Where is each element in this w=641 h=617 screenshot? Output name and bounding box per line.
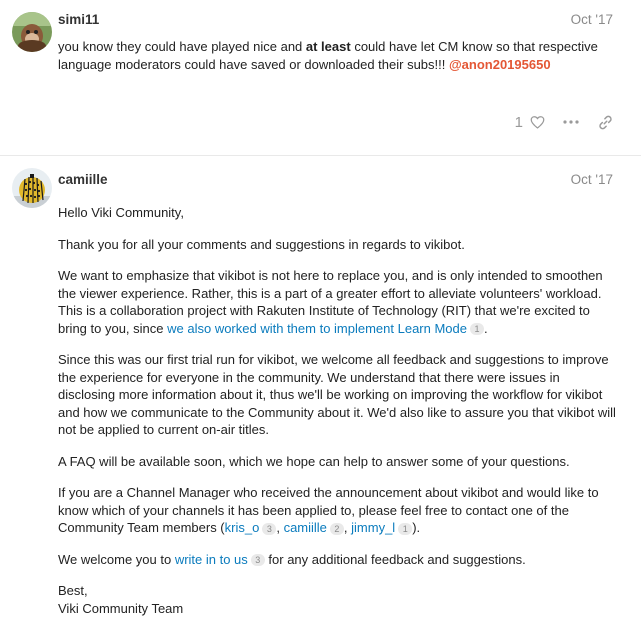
text: . — [484, 320, 488, 336]
post-paragraph — [58, 551, 618, 569]
post-paragraph: A FAQ will be available soon, which we hope can help to answer some of your questions. — [58, 453, 570, 469]
post-simi11 — [0, 0, 641, 154]
heart-icon[interactable] — [527, 112, 547, 132]
post-paragraph: Thank you for all your comments and suggestions in regards to vikibot. — [58, 236, 465, 252]
post-body — [58, 38, 618, 87]
write-in-link[interactable]: write in to us — [174, 551, 248, 567]
text: you know they could have played nice and — [58, 39, 306, 54]
click-count-badge: 1 — [470, 323, 484, 335]
post-paragraph — [58, 484, 618, 537]
post-paragraph — [58, 267, 618, 337]
user-link-camiille[interactable]: camiille — [283, 520, 327, 535]
text: ). — [412, 520, 421, 535]
click-count-badge: 3 — [262, 523, 276, 535]
post-paragraph — [58, 38, 618, 73]
username[interactable]: camiille — [58, 172, 108, 187]
click-count-badge: 2 — [330, 523, 344, 535]
text: If you are a Channel Manager who received the announcement about vikibot and would like to know which of your channels it has been applied to, please feel free to contact one of the Community Team members ( — [58, 485, 599, 535]
text: for any additional feedback and suggestions. — [264, 551, 526, 567]
text: We want to emphasize that vikibot is not here to replace you, and is only intended to smoothen the viewer experience. Rather, this is a part of a greater effort to alleviate volunteers' workload. This is a collaboration project with Rakuten Institute of Technology (RIT) that we're excited to bring to you, since — [58, 268, 603, 336]
post-body — [58, 204, 618, 617]
post-actions — [515, 112, 615, 132]
click-count-badge: 3 — [251, 554, 265, 566]
post-date[interactable]: Oct '17 — [570, 172, 613, 187]
post-date[interactable]: Oct '17 — [570, 12, 613, 27]
like-count[interactable]: 1 — [514, 113, 523, 131]
post-camiille — [0, 155, 641, 616]
post-paragraph: Since this was our first trial run for vikibot, we welcome all feedback and suggestions to improve the experience for everyone in the community. We understand that there were issues in disclosing more information about it, thus we'll be working on improving the workflow for vikibot and how we communicate to the Community about it. We'd also like to assure you that vikibot will not be applied to current on-air titles. — [58, 352, 616, 437]
signature-line: Best, — [58, 583, 88, 598]
username[interactable]: simi11 — [58, 12, 100, 27]
click-count-badge: 1 — [398, 523, 412, 535]
more-icon[interactable] — [561, 112, 581, 132]
user-link-kris-o[interactable]: kris_o — [224, 520, 260, 535]
text: could have let CM know so that respective language moderators could have saved or downloaded their subs!!! — [58, 39, 598, 72]
text: , — [343, 520, 352, 535]
avatar[interactable] — [12, 168, 52, 208]
user-link-jimmy-l[interactable]: jimmy_l — [351, 520, 396, 535]
link-icon[interactable] — [595, 112, 615, 132]
text: We welcome you to — [58, 551, 175, 567]
post-paragraph: Hello Viki Community, — [58, 205, 184, 220]
signature-line: Viki Community Team — [58, 600, 184, 616]
avatar[interactable] — [12, 12, 52, 52]
bold-text: at least — [305, 39, 351, 54]
learn-mode-link[interactable]: we also worked with them to implement Learn Mode — [167, 320, 467, 336]
user-mention[interactable]: @anon20195650 — [448, 56, 551, 72]
text: , — [276, 520, 284, 535]
signature — [58, 582, 618, 617]
